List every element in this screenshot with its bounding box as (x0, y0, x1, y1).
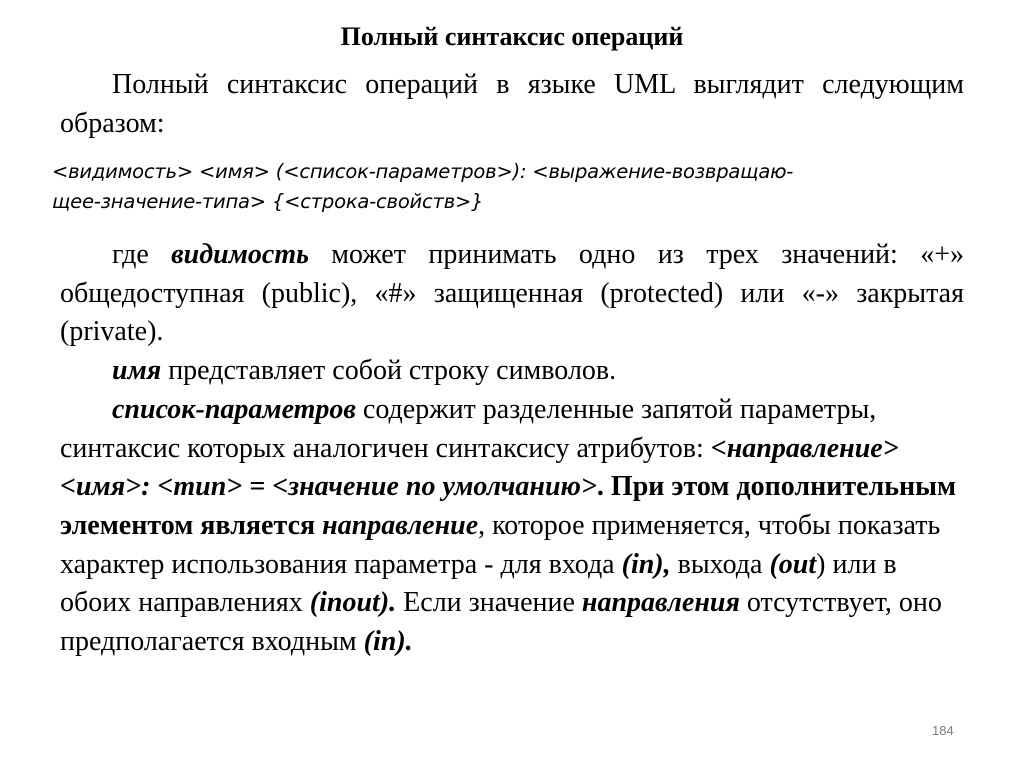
slide-title: Полный синтаксис операций (340, 22, 684, 51)
term-parameter-list: список-параметров (112, 393, 356, 425)
text-run: выхода (670, 548, 770, 580)
term-direction: направление (322, 509, 479, 541)
visibility-paragraph (60, 236, 964, 352)
text-run: представляет собой строку символов. (161, 355, 617, 387)
keyword-out: (out (769, 548, 817, 580)
text-run: ) или в обоих направлениях (60, 548, 897, 619)
page-number: 184 (932, 723, 954, 738)
term-visibility: видимость (171, 239, 309, 270)
keyword-inout: (inout). (309, 587, 397, 619)
text-run: может принимать одно из трех значений: «+» общедоступная (public), «#» защищенная (protected) или «-» закрытая (private). (60, 239, 965, 348)
syntax-line-2: щее-значение-типа> {<строка-свойств>} (52, 190, 484, 213)
term-directions: направления (581, 587, 740, 619)
keyword-in-default: (in). (363, 626, 413, 658)
term-name: имя (112, 355, 162, 387)
keyword-in: (in), (621, 548, 671, 580)
text-run: , которое применяется, чтобы показать характер использования параметра - для входа (60, 509, 941, 580)
body-text (60, 236, 964, 662)
text-run: Если значение (396, 587, 582, 619)
parameter-syntax: <направление> <имя>: <тип> = <значение по умолчанию> (60, 432, 899, 503)
name-paragraph (60, 352, 964, 391)
text-run: . При этом дополнительным элементом является (60, 471, 957, 541)
intro-paragraph: Полный синтаксис операций в языке UML выглядит следующим образом: (60, 69, 964, 139)
parameter-list-paragraph (60, 391, 964, 662)
text-run: отсутствует, оно предполагается входным (60, 587, 942, 658)
text-run: содержит разделенные запятой параметры, синтаксис которых аналогичен синтаксису атрибутов: (60, 393, 877, 464)
text-run: где (112, 239, 172, 270)
syntax-line-1: <видимость> <имя> (<список-параметров>): <выражение-возвращаю- (52, 160, 794, 183)
